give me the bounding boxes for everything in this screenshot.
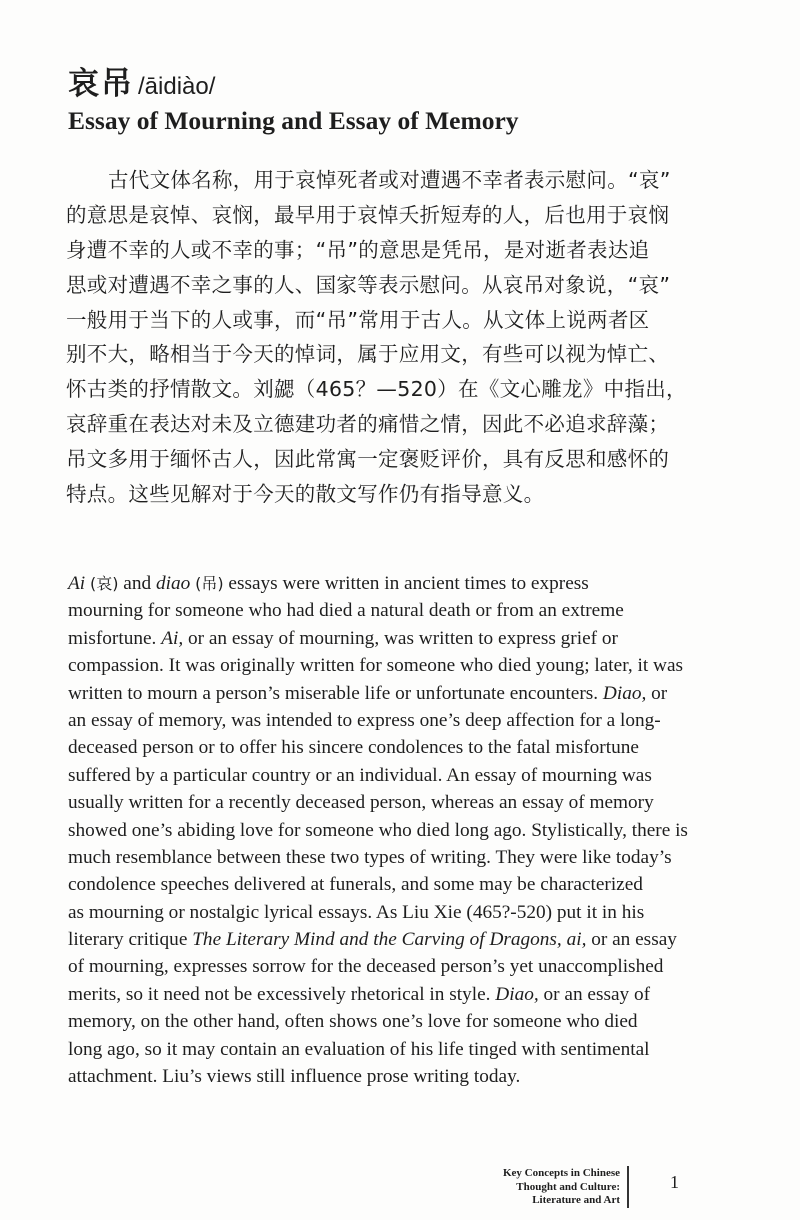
chinese-line: 别不大，略相当于今天的悼词，属于应用文，有些可以视为悼亡、 (66, 342, 670, 367)
entry-heading (68, 58, 215, 103)
english-line: condolence speeches delivered at funerals, and some may be characterized (68, 874, 643, 896)
term-pinyin: /āidiào/ (138, 73, 216, 100)
footer-series-line: Thought and Culture: (516, 1180, 620, 1193)
page-number: 1 (670, 1172, 679, 1192)
footer-series-line: Literature and Art (532, 1194, 620, 1206)
english-text: essays were written in ancient times to express (228, 573, 589, 594)
english-line: compassion. It was originally written for someone who died young; later, it was (68, 655, 684, 677)
english-line: memory, on the other hand, often shows one’s love for someone who died (68, 1011, 638, 1033)
term-diao-italic: Diao, (602, 682, 647, 704)
english-text: literary critique (68, 929, 193, 951)
chinese-line: 怀古类的抒情散文。刘勰（465？—520）在《文心雕龙》中指出， (66, 377, 687, 402)
chinese-line: 的意思是哀悼、哀悯，最早用于哀悼夭折短寿的人，后也用于哀悯 (66, 202, 670, 227)
english-line: as mourning or nostalgic lyrical essays. As Liu Xie (465?-520) put it in his (68, 901, 645, 923)
english-line: long ago, so it may contain an evaluation of his life tinged with sentimental (68, 1038, 650, 1060)
term-english-title: Essay of Mourning and Essay of Memory (68, 106, 519, 135)
english-text: or an essay of (538, 983, 651, 1005)
running-footer (466, 1167, 620, 1208)
english-line: much resemblance between these two types of writing. They were like today’s (68, 846, 672, 868)
english-text: or an essay of mourning, was written to express grief or (183, 627, 618, 649)
english-text: written to mourn a person’s miserable life or unfortunate encounters. (68, 682, 603, 704)
chinese-line: 思或对遭遇不幸之事的人、国家等表示慰问。从哀吊对象说，“哀” (66, 272, 671, 297)
term-ai-italic: Ai, (161, 627, 184, 649)
term-ai-italic: Ai (68, 573, 86, 594)
term-diao-chinese: (吊) (195, 574, 224, 593)
english-line: an essay of memory, was intended to express one’s deep affection for a long- (68, 709, 661, 731)
english-line: of mourning, expresses sorrow for the deceased person’s yet unaccomplished (68, 956, 664, 978)
chinese-line: 特点。这些见解对于今天的散文写作仍有指导意义。 (66, 482, 545, 507)
term-chinese: 哀吊 (68, 66, 134, 102)
english-line: usually written for a recently deceased person, whereas an essay of memory (68, 792, 654, 814)
chinese-line: 哀辞重在表达对未及立德建功者的痛惜之情，因此不必追求辞藻； (66, 412, 670, 437)
english-line: suffered by a particular country or an individual. An essay of mourning was (68, 764, 652, 786)
english-line: showed one’s abiding love for someone who died long ago. Stylistically, there is (68, 819, 688, 841)
footer-series-line: Key Concepts in Chinese (502, 1167, 620, 1179)
english-text: or (646, 682, 668, 704)
chinese-line: 身遭不幸的人或不幸的事；“吊”的意思是凭吊，是对逝者表达追 (66, 237, 650, 262)
english-line: deceased person or to offer his sincere condolences to the fatal misfortune (68, 737, 639, 759)
english-text: or an essay (586, 929, 677, 951)
english-line (68, 625, 688, 652)
term-ai-chinese: (哀) (89, 574, 119, 593)
english-line (68, 981, 688, 1008)
chinese-paragraph (66, 163, 694, 512)
footer-divider (627, 1166, 629, 1208)
chinese-line: 一般用于当下的人或事，而“吊”常用于古人。从文体上说两者区 (66, 307, 650, 332)
term-diao-italic: diao (155, 573, 191, 594)
english-text: merits, so it need not be excessively rhetorical in style. (68, 983, 491, 1005)
term-diao-italic: Diao, (495, 983, 539, 1005)
english-line (68, 926, 688, 953)
book-title-italic: The Literary Mind and the Carving of Dragons, ai, (192, 929, 587, 951)
english-line (68, 570, 688, 597)
chinese-line: 吊文多用于缅怀古人，因此常寓一定褒贬评价，具有反思和感怀的 (66, 447, 670, 472)
english-text: misfortune. (68, 627, 162, 649)
chinese-line: 古代文体名称，用于哀悼死者或对遭遇不幸者表示慰问。“哀” (108, 168, 671, 192)
english-paragraph (68, 570, 688, 1090)
english-line: attachment. Liu’s views still influence prose writing today. (68, 1066, 521, 1088)
english-line: mourning for someone who had died a natural death or from an extreme (68, 600, 624, 622)
english-line (68, 680, 688, 707)
english-text: and (123, 573, 152, 594)
